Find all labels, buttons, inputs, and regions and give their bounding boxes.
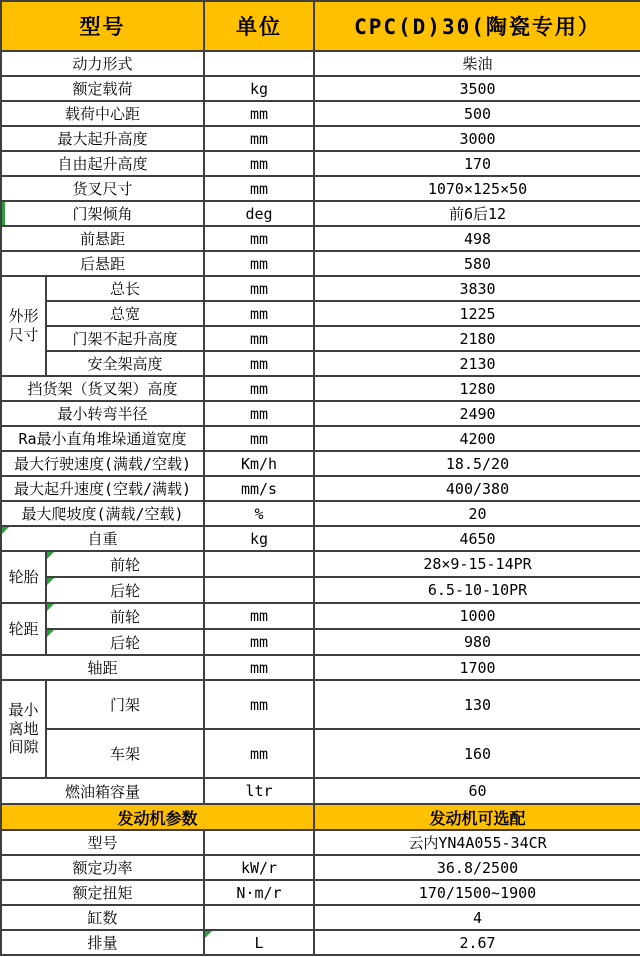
table-row bbox=[1, 101, 640, 126]
group-label-tires: 轮胎 bbox=[1, 551, 46, 603]
spec-unit: mm bbox=[204, 101, 314, 126]
spec-value: 500 bbox=[314, 101, 640, 126]
spec-value: 580 bbox=[314, 251, 640, 276]
spec-value: 1070×125×50 bbox=[314, 176, 640, 201]
spec-label: 载荷中心距 bbox=[1, 101, 204, 126]
spec-label: 自由起升高度 bbox=[1, 151, 204, 176]
spec-label: 门架倾角 bbox=[1, 201, 204, 226]
spec-label: 最小转弯半径 bbox=[1, 401, 204, 426]
spec-value: 36.8/2500 bbox=[314, 855, 640, 880]
table-row bbox=[1, 351, 640, 376]
comment-marker-icon bbox=[47, 578, 54, 585]
spec-label: 燃油箱容量 bbox=[1, 778, 204, 804]
table-row bbox=[1, 176, 640, 201]
table-row bbox=[1, 401, 640, 426]
table-row bbox=[1, 603, 640, 629]
table-row bbox=[1, 930, 640, 955]
spec-label: 挡货架（货叉架）高度 bbox=[1, 376, 204, 401]
spec-unit bbox=[204, 51, 314, 76]
engine-params-cell: 发动机参数 bbox=[1, 804, 314, 830]
spec-unit: mm/s bbox=[204, 476, 314, 501]
spec-unit: mm bbox=[204, 603, 314, 629]
spec-unit bbox=[204, 577, 314, 603]
header-value-cell: CPC(D)30(陶瓷专用） bbox=[314, 1, 640, 51]
spec-label: 最大起升速度(空载/满载) bbox=[1, 476, 204, 501]
spec-unit: mm bbox=[204, 251, 314, 276]
spec-label: 货叉尺寸 bbox=[1, 176, 204, 201]
spec-unit bbox=[204, 551, 314, 577]
spec-unit: N·m/r bbox=[204, 880, 314, 905]
spec-label: 车架 bbox=[46, 729, 204, 778]
spec-value: 1225 bbox=[314, 301, 640, 326]
engine-optional-cell: 发动机可选配 bbox=[314, 804, 640, 830]
spec-label: 总长 bbox=[46, 276, 204, 301]
table-row bbox=[1, 551, 640, 577]
spec-label: 额定载荷 bbox=[1, 76, 204, 101]
spec-value: 1000 bbox=[314, 603, 640, 629]
comment-marker-icon bbox=[205, 931, 212, 938]
spec-unit: mm bbox=[204, 301, 314, 326]
table-row bbox=[1, 201, 640, 226]
engine-section-header bbox=[1, 804, 640, 830]
spec-unit: L bbox=[204, 930, 314, 955]
spec-value: 6.5-10-10PR bbox=[314, 577, 640, 603]
comment-marker-icon bbox=[2, 527, 9, 534]
spec-value: 前6后12 bbox=[314, 201, 640, 226]
spec-unit: mm bbox=[204, 151, 314, 176]
spec-unit: mm bbox=[204, 426, 314, 451]
spec-value: 4200 bbox=[314, 426, 640, 451]
table-row bbox=[1, 251, 640, 276]
spec-unit: ltr bbox=[204, 778, 314, 804]
spec-label: 后轮 bbox=[46, 577, 204, 603]
spec-value: 170 bbox=[314, 151, 640, 176]
spec-value: 云内YN4A055-34CR bbox=[314, 830, 640, 855]
table-row bbox=[1, 76, 640, 101]
spec-unit: mm bbox=[204, 376, 314, 401]
spec-label: 最大起升高度 bbox=[1, 126, 204, 151]
spec-label: 安全架高度 bbox=[46, 351, 204, 376]
table-row bbox=[1, 880, 640, 905]
spec-unit: kg bbox=[204, 526, 314, 551]
table-row bbox=[1, 830, 640, 855]
table-row bbox=[1, 680, 640, 729]
spec-value: 1700 bbox=[314, 655, 640, 680]
spec-unit: mm bbox=[204, 680, 314, 729]
spec-unit: mm bbox=[204, 655, 314, 680]
table-row bbox=[1, 301, 640, 326]
spec-value: 400/380 bbox=[314, 476, 640, 501]
table-row bbox=[1, 476, 640, 501]
spec-unit: mm bbox=[204, 629, 314, 655]
header-model-cell: 型号 bbox=[1, 1, 204, 51]
spec-label: 额定功率 bbox=[1, 855, 204, 880]
spec-unit: Km/h bbox=[204, 451, 314, 476]
table-row bbox=[1, 226, 640, 251]
table-row bbox=[1, 629, 640, 655]
table-row bbox=[1, 276, 640, 301]
table-row bbox=[1, 526, 640, 551]
spec-unit: mm bbox=[204, 351, 314, 376]
table-row bbox=[1, 376, 640, 401]
spec-value: 2130 bbox=[314, 351, 640, 376]
spec-unit: mm bbox=[204, 226, 314, 251]
green-row-marker-icon bbox=[2, 202, 5, 225]
spec-label: 动力形式 bbox=[1, 51, 204, 76]
spec-value: 20 bbox=[314, 501, 640, 526]
spec-value: 3000 bbox=[314, 126, 640, 151]
table-row bbox=[1, 577, 640, 603]
comment-marker-icon bbox=[47, 552, 54, 559]
table-row bbox=[1, 326, 640, 351]
group-label-clearance: 最小离地间隙 bbox=[1, 680, 46, 778]
spec-label: 最大爬坡度(满载/空载) bbox=[1, 501, 204, 526]
spec-label: Ra最小直角堆垛通道宽度 bbox=[1, 426, 204, 451]
spec-value: 160 bbox=[314, 729, 640, 778]
comment-marker-icon bbox=[47, 604, 54, 611]
spec-value: 1280 bbox=[314, 376, 640, 401]
spec-value: 3500 bbox=[314, 76, 640, 101]
spec-label: 前轮 bbox=[46, 603, 204, 629]
group-label-dimensions: 外形尺寸 bbox=[1, 276, 46, 376]
spec-unit bbox=[204, 905, 314, 930]
spec-label: 后悬距 bbox=[1, 251, 204, 276]
spec-unit: mm bbox=[204, 276, 314, 301]
spec-value: 2490 bbox=[314, 401, 640, 426]
spec-value: 4650 bbox=[314, 526, 640, 551]
spec-value: 60 bbox=[314, 778, 640, 804]
spec-unit: mm bbox=[204, 326, 314, 351]
spec-label: 前轮 bbox=[46, 551, 204, 577]
table-row bbox=[1, 655, 640, 680]
spec-value: 980 bbox=[314, 629, 640, 655]
spec-value: 2180 bbox=[314, 326, 640, 351]
spec-value: 柴油 bbox=[314, 51, 640, 76]
spec-label: 门架不起升高度 bbox=[46, 326, 204, 351]
spec-value: 130 bbox=[314, 680, 640, 729]
spec-label: 总宽 bbox=[46, 301, 204, 326]
spec-label: 前悬距 bbox=[1, 226, 204, 251]
spec-unit: kg bbox=[204, 76, 314, 101]
header-unit-cell: 单位 bbox=[204, 1, 314, 51]
table-row bbox=[1, 905, 640, 930]
table-row bbox=[1, 426, 640, 451]
spec-label: 缸数 bbox=[1, 905, 204, 930]
spec-label: 后轮 bbox=[46, 629, 204, 655]
spec-unit: kW/r bbox=[204, 855, 314, 880]
spec-unit: mm bbox=[204, 126, 314, 151]
table-row bbox=[1, 126, 640, 151]
spec-value: 18.5/20 bbox=[314, 451, 640, 476]
table-row bbox=[1, 151, 640, 176]
spec-label: 排量 bbox=[1, 930, 204, 955]
table-row bbox=[1, 855, 640, 880]
spec-unit: mm bbox=[204, 176, 314, 201]
comment-marker-icon bbox=[47, 630, 54, 637]
spec-value: 4 bbox=[314, 905, 640, 930]
spec-unit: % bbox=[204, 501, 314, 526]
spec-unit: mm bbox=[204, 729, 314, 778]
spec-value: 28×9-15-14PR bbox=[314, 551, 640, 577]
spec-unit: mm bbox=[204, 401, 314, 426]
spec-unit bbox=[204, 830, 314, 855]
spec-label: 轴距 bbox=[1, 655, 204, 680]
group-label-track: 轮距 bbox=[1, 603, 46, 655]
spec-value: 3830 bbox=[314, 276, 640, 301]
spec-label: 最大行驶速度(满载/空载) bbox=[1, 451, 204, 476]
table-row bbox=[1, 501, 640, 526]
table-row bbox=[1, 451, 640, 476]
spec-value: 498 bbox=[314, 226, 640, 251]
spec-value: 2.67 bbox=[314, 930, 640, 955]
table-row bbox=[1, 51, 640, 76]
spec-value: 170/1500~1900 bbox=[314, 880, 640, 905]
spec-label: 额定扭矩 bbox=[1, 880, 204, 905]
table-row bbox=[1, 729, 640, 778]
table-row bbox=[1, 778, 640, 804]
spec-label: 自重 bbox=[1, 526, 204, 551]
spec-label: 门架 bbox=[46, 680, 204, 729]
spec-unit: deg bbox=[204, 201, 314, 226]
spec-label: 型号 bbox=[1, 830, 204, 855]
